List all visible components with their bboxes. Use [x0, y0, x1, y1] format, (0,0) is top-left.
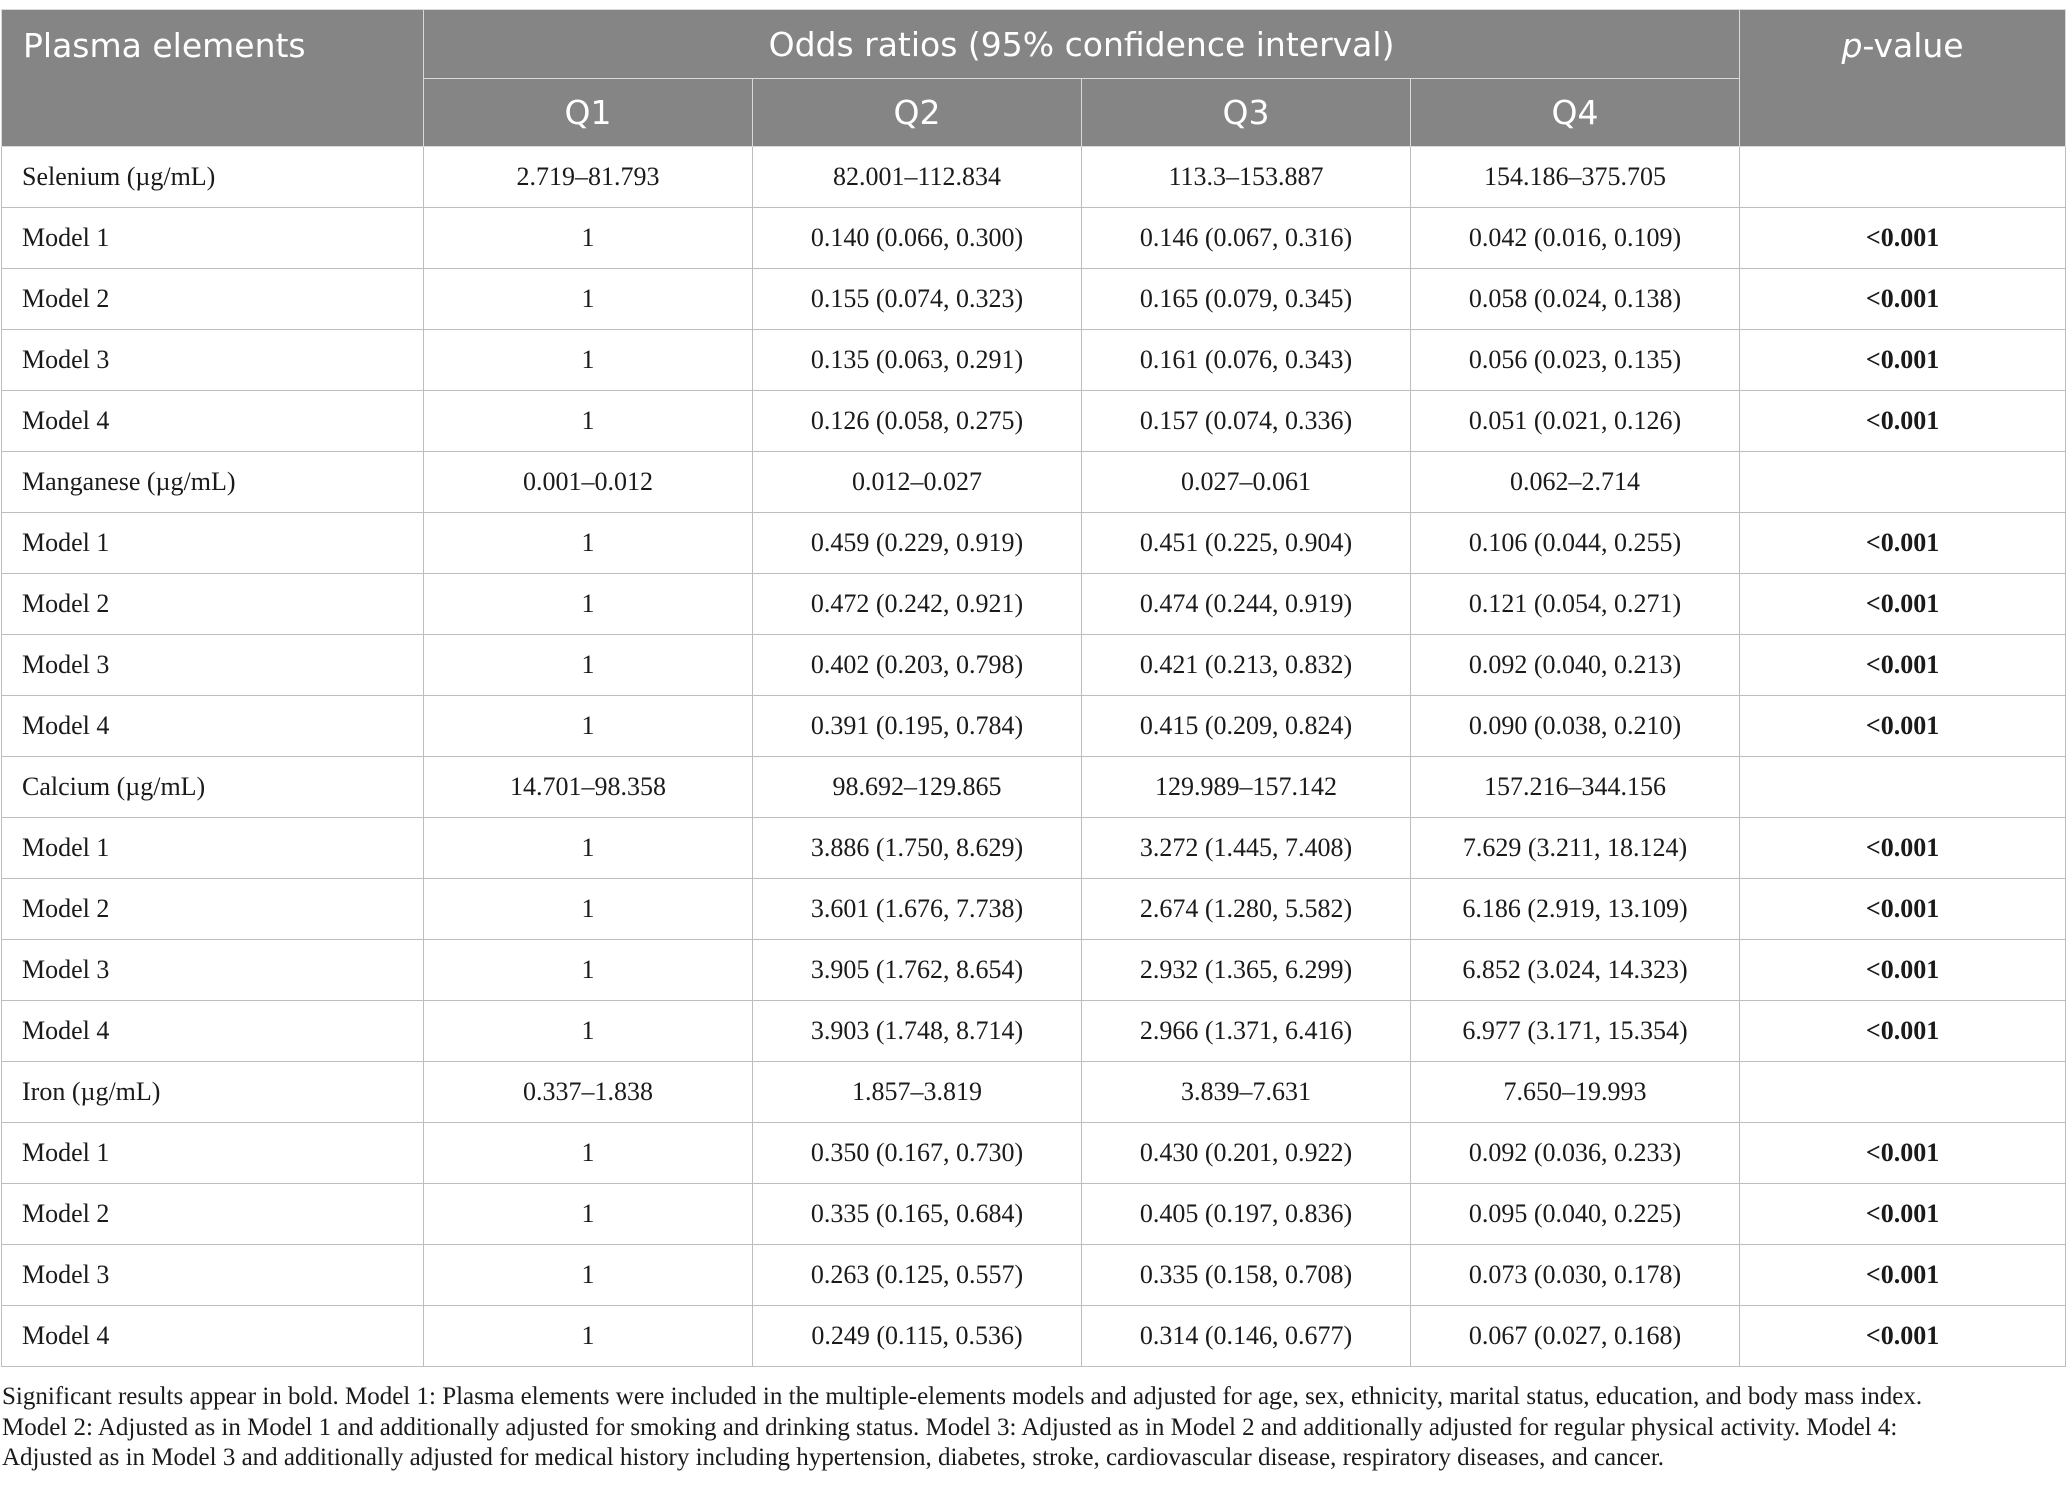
model-label: Model 2	[2, 1184, 424, 1245]
q2-value: 0.335 (0.165, 0.684)	[753, 1184, 1082, 1245]
quartile-range: 157.216–344.156	[1411, 757, 1740, 818]
p-value: <0.001	[1740, 574, 2066, 635]
p-value: <0.001	[1740, 269, 2066, 330]
q1-value: 1	[424, 574, 753, 635]
table-row	[2, 330, 2066, 391]
quartile-range: 7.650–19.993	[1411, 1062, 1740, 1123]
section-row	[2, 757, 2066, 818]
q1-value: 1	[424, 1245, 753, 1306]
table-row	[2, 269, 2066, 330]
model-label: Model 1	[2, 818, 424, 879]
odds-ratio-table	[1, 9, 2066, 1367]
q3-value: 0.474 (0.244, 0.919)	[1082, 574, 1411, 635]
table-footnote	[2, 1382, 2062, 1474]
model-label: Model 4	[2, 696, 424, 757]
q1-value: 1	[424, 1184, 753, 1245]
footnote-line: Model 2: Adjusted as in Model 1 and additionally adjusted for smoking and drinking status. Model 3: Adjusted as in Model 2 and additionally adjusted for regular physical activity. Model 4:	[2, 1413, 1898, 1441]
p-value: <0.001	[1740, 208, 2066, 269]
header-p-italic: p	[1841, 26, 1863, 65]
p-value: <0.001	[1740, 1306, 2066, 1367]
footnote-line: Significant results appear in bold. Model 1: Plasma elements were included in the multiple-elements models and adjusted for age, sex, ethnicity, marital status, education, and body mass index.	[2, 1383, 1923, 1410]
table-row	[2, 879, 2066, 940]
model-label: Model 2	[2, 574, 424, 635]
p-value: <0.001	[1740, 330, 2066, 391]
p-value: <0.001	[1740, 818, 2066, 879]
table-row	[2, 1001, 2066, 1062]
q3-value: 0.405 (0.197, 0.836)	[1082, 1184, 1411, 1245]
model-label: Model 1	[2, 513, 424, 574]
quartile-range: 14.701–98.358	[424, 757, 753, 818]
q4-value: 0.073 (0.030, 0.178)	[1411, 1245, 1740, 1306]
element-label: Iron (µg/mL)	[2, 1062, 424, 1123]
q3-value: 0.314 (0.146, 0.677)	[1082, 1306, 1411, 1367]
model-label: Model 4	[2, 1001, 424, 1062]
q2-value: 0.459 (0.229, 0.919)	[753, 513, 1082, 574]
q4-value: 6.977 (3.171, 15.354)	[1411, 1001, 1740, 1062]
quartile-range: 0.027–0.061	[1082, 452, 1411, 513]
quartile-range: 82.001–112.834	[753, 147, 1082, 208]
q2-value: 0.402 (0.203, 0.798)	[753, 635, 1082, 696]
quartile-range: 1.857–3.819	[753, 1062, 1082, 1123]
q3-value: 0.335 (0.158, 0.708)	[1082, 1245, 1411, 1306]
q3-value: 0.430 (0.201, 0.922)	[1082, 1123, 1411, 1184]
quartile-range: 129.989–157.142	[1082, 757, 1411, 818]
model-label: Model 2	[2, 269, 424, 330]
table-row	[2, 818, 2066, 879]
q2-value: 3.903 (1.748, 8.714)	[753, 1001, 1082, 1062]
q1-value: 1	[424, 635, 753, 696]
footnote-line: Adjusted as in Model 3 and additionally adjusted for medical history including hypertension, diabetes, stroke, cardiovascular disease, respiratory diseases, and cancer.	[2, 1444, 1665, 1471]
section-row	[2, 147, 2066, 208]
quartile-range: 0.012–0.027	[753, 452, 1082, 513]
q4-value: 0.092 (0.040, 0.213)	[1411, 635, 1740, 696]
table-row	[2, 574, 2066, 635]
model-label: Model 1	[2, 1123, 424, 1184]
q4-value: 0.121 (0.054, 0.271)	[1411, 574, 1740, 635]
p-value: <0.001	[1740, 1123, 2066, 1184]
quartile-range: 154.186–375.705	[1411, 147, 1740, 208]
q4-value: 0.092 (0.036, 0.233)	[1411, 1123, 1740, 1184]
q2-value: 0.126 (0.058, 0.275)	[753, 391, 1082, 452]
p-value-empty	[1740, 147, 2066, 208]
section-row	[2, 1062, 2066, 1123]
q1-value: 1	[424, 818, 753, 879]
quartile-range: 0.062–2.714	[1411, 452, 1740, 513]
q4-value: 0.058 (0.024, 0.138)	[1411, 269, 1740, 330]
q4-value: 0.095 (0.040, 0.225)	[1411, 1184, 1740, 1245]
q4-value: 0.106 (0.044, 0.255)	[1411, 513, 1740, 574]
q2-value: 0.135 (0.063, 0.291)	[753, 330, 1082, 391]
p-value: <0.001	[1740, 696, 2066, 757]
q4-value: 0.067 (0.027, 0.168)	[1411, 1306, 1740, 1367]
quartile-range: 2.719–81.793	[424, 147, 753, 208]
model-label: Model 3	[2, 940, 424, 1001]
table-header	[2, 10, 2066, 147]
q4-value: 0.090 (0.038, 0.210)	[1411, 696, 1740, 757]
q1-value: 1	[424, 879, 753, 940]
table-row	[2, 208, 2066, 269]
q3-value: 0.421 (0.213, 0.832)	[1082, 635, 1411, 696]
q4-value: 6.186 (2.919, 13.109)	[1411, 879, 1740, 940]
q1-value: 1	[424, 696, 753, 757]
table-row	[2, 1123, 2066, 1184]
model-label: Model 1	[2, 208, 424, 269]
section-row	[2, 452, 2066, 513]
header-p-rest: -value	[1862, 26, 1964, 65]
p-value-empty	[1740, 452, 2066, 513]
table-row	[2, 1184, 2066, 1245]
model-label: Model 4	[2, 391, 424, 452]
q3-value: 0.146 (0.067, 0.316)	[1082, 208, 1411, 269]
quartile-range: 98.692–129.865	[753, 757, 1082, 818]
q3-value: 2.932 (1.365, 6.299)	[1082, 940, 1411, 1001]
quartile-range: 0.337–1.838	[424, 1062, 753, 1123]
q1-value: 1	[424, 1306, 753, 1367]
q3-value: 0.165 (0.079, 0.345)	[1082, 269, 1411, 330]
table-row	[2, 635, 2066, 696]
q2-value: 0.140 (0.066, 0.300)	[753, 208, 1082, 269]
model-label: Model 3	[2, 1245, 424, 1306]
table-row	[2, 513, 2066, 574]
q3-value: 0.415 (0.209, 0.824)	[1082, 696, 1411, 757]
table-row	[2, 391, 2066, 452]
p-value: <0.001	[1740, 635, 2066, 696]
element-label: Selenium (µg/mL)	[2, 147, 424, 208]
header-odds-ratios: Odds ratios (95% confidence interval)	[424, 10, 1740, 79]
q2-value: 0.391 (0.195, 0.784)	[753, 696, 1082, 757]
p-value: <0.001	[1740, 1184, 2066, 1245]
q1-value: 1	[424, 208, 753, 269]
header-q2: Q2	[753, 79, 1082, 147]
p-value-empty	[1740, 1062, 2066, 1123]
q2-value: 3.886 (1.750, 8.629)	[753, 818, 1082, 879]
p-value: <0.001	[1740, 940, 2066, 1001]
p-value-empty	[1740, 757, 2066, 818]
model-label: Model 3	[2, 330, 424, 391]
q1-value: 1	[424, 1001, 753, 1062]
q3-value: 3.272 (1.445, 7.408)	[1082, 818, 1411, 879]
q4-value: 6.852 (3.024, 14.323)	[1411, 940, 1740, 1001]
q2-value: 0.249 (0.115, 0.536)	[753, 1306, 1082, 1367]
q2-value: 0.350 (0.167, 0.730)	[753, 1123, 1082, 1184]
p-value: <0.001	[1740, 1001, 2066, 1062]
p-value: <0.001	[1740, 1245, 2066, 1306]
q2-value: 3.905 (1.762, 8.654)	[753, 940, 1082, 1001]
element-label: Manganese (µg/mL)	[2, 452, 424, 513]
header-q1: Q1	[424, 79, 753, 147]
q2-value: 0.155 (0.074, 0.323)	[753, 269, 1082, 330]
quartile-range: 0.001–0.012	[424, 452, 753, 513]
q4-value: 0.051 (0.021, 0.126)	[1411, 391, 1740, 452]
table-body	[2, 147, 2066, 1367]
p-value: <0.001	[1740, 513, 2066, 574]
q3-value: 0.451 (0.225, 0.904)	[1082, 513, 1411, 574]
quartile-range: 113.3–153.887	[1082, 147, 1411, 208]
table-row	[2, 1245, 2066, 1306]
quartile-range: 3.839–7.631	[1082, 1062, 1411, 1123]
q1-value: 1	[424, 269, 753, 330]
element-label: Calcium (µg/mL)	[2, 757, 424, 818]
q3-value: 2.966 (1.371, 6.416)	[1082, 1001, 1411, 1062]
table-row	[2, 696, 2066, 757]
table-row	[2, 1306, 2066, 1367]
q4-value: 0.056 (0.023, 0.135)	[1411, 330, 1740, 391]
table-row	[2, 940, 2066, 1001]
header-plasma-elements: Plasma elements	[2, 10, 424, 147]
model-label: Model 3	[2, 635, 424, 696]
q3-value: 2.674 (1.280, 5.582)	[1082, 879, 1411, 940]
p-value: <0.001	[1740, 391, 2066, 452]
q2-value: 0.263 (0.125, 0.557)	[753, 1245, 1082, 1306]
model-label: Model 2	[2, 879, 424, 940]
model-label: Model 4	[2, 1306, 424, 1367]
header-p-value	[1740, 10, 2066, 147]
q3-value: 0.161 (0.076, 0.343)	[1082, 330, 1411, 391]
header-q4: Q4	[1411, 79, 1740, 147]
p-value: <0.001	[1740, 879, 2066, 940]
q2-value: 0.472 (0.242, 0.921)	[753, 574, 1082, 635]
q4-value: 0.042 (0.016, 0.109)	[1411, 208, 1740, 269]
q1-value: 1	[424, 513, 753, 574]
header-q3: Q3	[1082, 79, 1411, 147]
q1-value: 1	[424, 391, 753, 452]
q1-value: 1	[424, 1123, 753, 1184]
q2-value: 3.601 (1.676, 7.738)	[753, 879, 1082, 940]
q1-value: 1	[424, 330, 753, 391]
q4-value: 7.629 (3.211, 18.124)	[1411, 818, 1740, 879]
q1-value: 1	[424, 940, 753, 1001]
q3-value: 0.157 (0.074, 0.336)	[1082, 391, 1411, 452]
